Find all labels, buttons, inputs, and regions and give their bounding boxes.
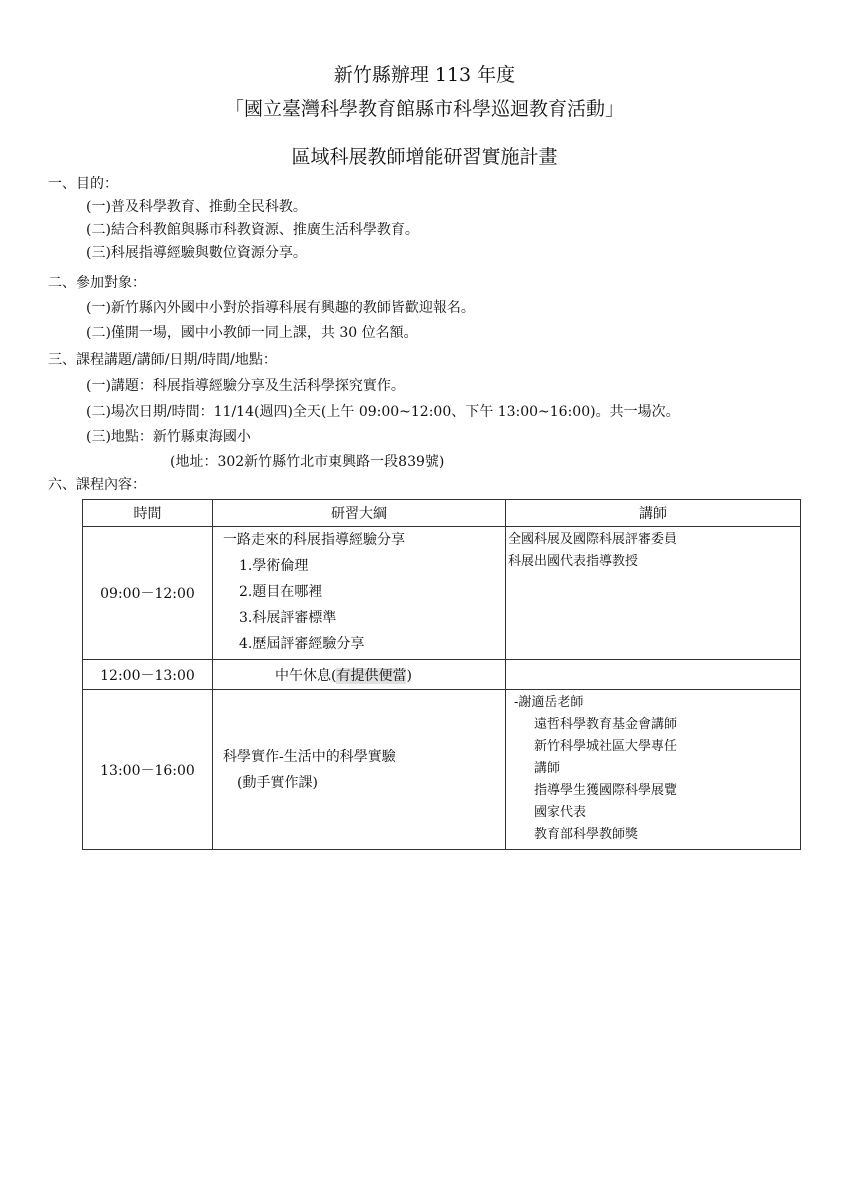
table-row	[83, 527, 801, 660]
section-participants-heading: 二、參加對象：	[48, 275, 146, 291]
outline-text: )	[406, 667, 412, 684]
column-header-outline: 研習大綱	[213, 500, 506, 527]
time-cell: 13:00－16:00	[83, 690, 213, 850]
lecturer-name: -謝適岳老師	[514, 695, 584, 710]
participants-item: (一)新竹縣內外國中小對於指導科展有興趣的教師皆歡迎報名。	[86, 300, 475, 316]
participants-item: (二)僅開一場，國中小教師一同上課，共 30 位名額。	[86, 325, 418, 341]
lecturer-line: 國家代表	[534, 805, 587, 820]
outline-line: 科學實作-生活中的科學實驗	[223, 748, 396, 765]
lunch-box-note: 有提供便當	[336, 667, 407, 684]
table-row	[83, 690, 801, 850]
course-info-address: (地址：302新竹縣竹北市東興路一段839號)	[170, 454, 445, 470]
time-cell: 12:00－13:00	[83, 660, 213, 690]
purpose-item: (一)普及科學教育、推動全民科教。	[86, 199, 307, 215]
course-info-item: (三)地點：新竹縣東海國小	[86, 429, 251, 445]
course-info-item: (二)場次日期/時間：11/14(週四)全天(上午 09:00~12:00、下午 13:00~16:00)。共一場次。	[86, 404, 680, 420]
outline-line: 2.題目在哪裡	[239, 584, 323, 600]
outline-cell	[213, 527, 506, 660]
course-table	[82, 499, 801, 850]
outline-line: 4.歷屆評審經驗分享	[239, 636, 365, 652]
lecturer-line: 指導學生獲國際科學展覽	[534, 783, 678, 798]
column-header-time: 時間	[83, 500, 213, 527]
lecturer-line: 科展出國代表指導教授	[508, 554, 639, 569]
lecturer-cell	[506, 527, 801, 660]
outline-line: 3.科展評審標準	[239, 610, 337, 626]
doc-title-3: 區域科展教師增能研習實施計畫	[291, 146, 558, 168]
course-info-item: (一)講題：科展指導經驗分享及生活科學探究實作。	[86, 378, 405, 394]
doc-title-2: 「國立臺灣科學教育館縣市科學巡迴教育活動」	[224, 98, 624, 120]
outline-cell	[213, 690, 506, 850]
outline-cell	[213, 660, 506, 690]
lecturer-line: 講師	[534, 761, 561, 776]
doc-title-1: 新竹縣辦理 113 年度	[333, 64, 516, 86]
outline-text: 中午休息(	[275, 667, 337, 684]
lecturer-cell	[506, 660, 801, 690]
purpose-item: (二)結合科教館與縣市科教資源、推廣生活科學教育。	[86, 222, 419, 238]
outline-line: (動手實作課)	[237, 774, 318, 791]
lecturer-line: 教育部科學教師獎	[534, 827, 639, 842]
lecturer-line: 全國科展及國際科展評審委員	[508, 532, 678, 547]
time-cell: 09:00－12:00	[83, 527, 213, 660]
outline-line: 1.學術倫理	[239, 558, 309, 574]
section-content-heading: 六、課程內容：	[48, 477, 146, 493]
lecturer-line: 新竹科學城社區大學專任	[534, 739, 678, 754]
section-course-info-heading: 三、課程講題/講師/日期/時間/地點：	[48, 352, 277, 368]
purpose-item: (三)科展指導經驗與數位資源分享。	[86, 245, 307, 261]
table-row	[83, 660, 801, 690]
table-header-row	[83, 500, 801, 527]
outline-line: 一路走來的科展指導經驗分享	[223, 532, 405, 548]
lecturer-line: 遠哲科學教育基金會講師	[534, 717, 678, 732]
column-header-lecturer: 講師	[506, 500, 801, 527]
lecturer-cell	[506, 690, 801, 850]
section-purpose-heading: 一、目的：	[48, 176, 118, 192]
